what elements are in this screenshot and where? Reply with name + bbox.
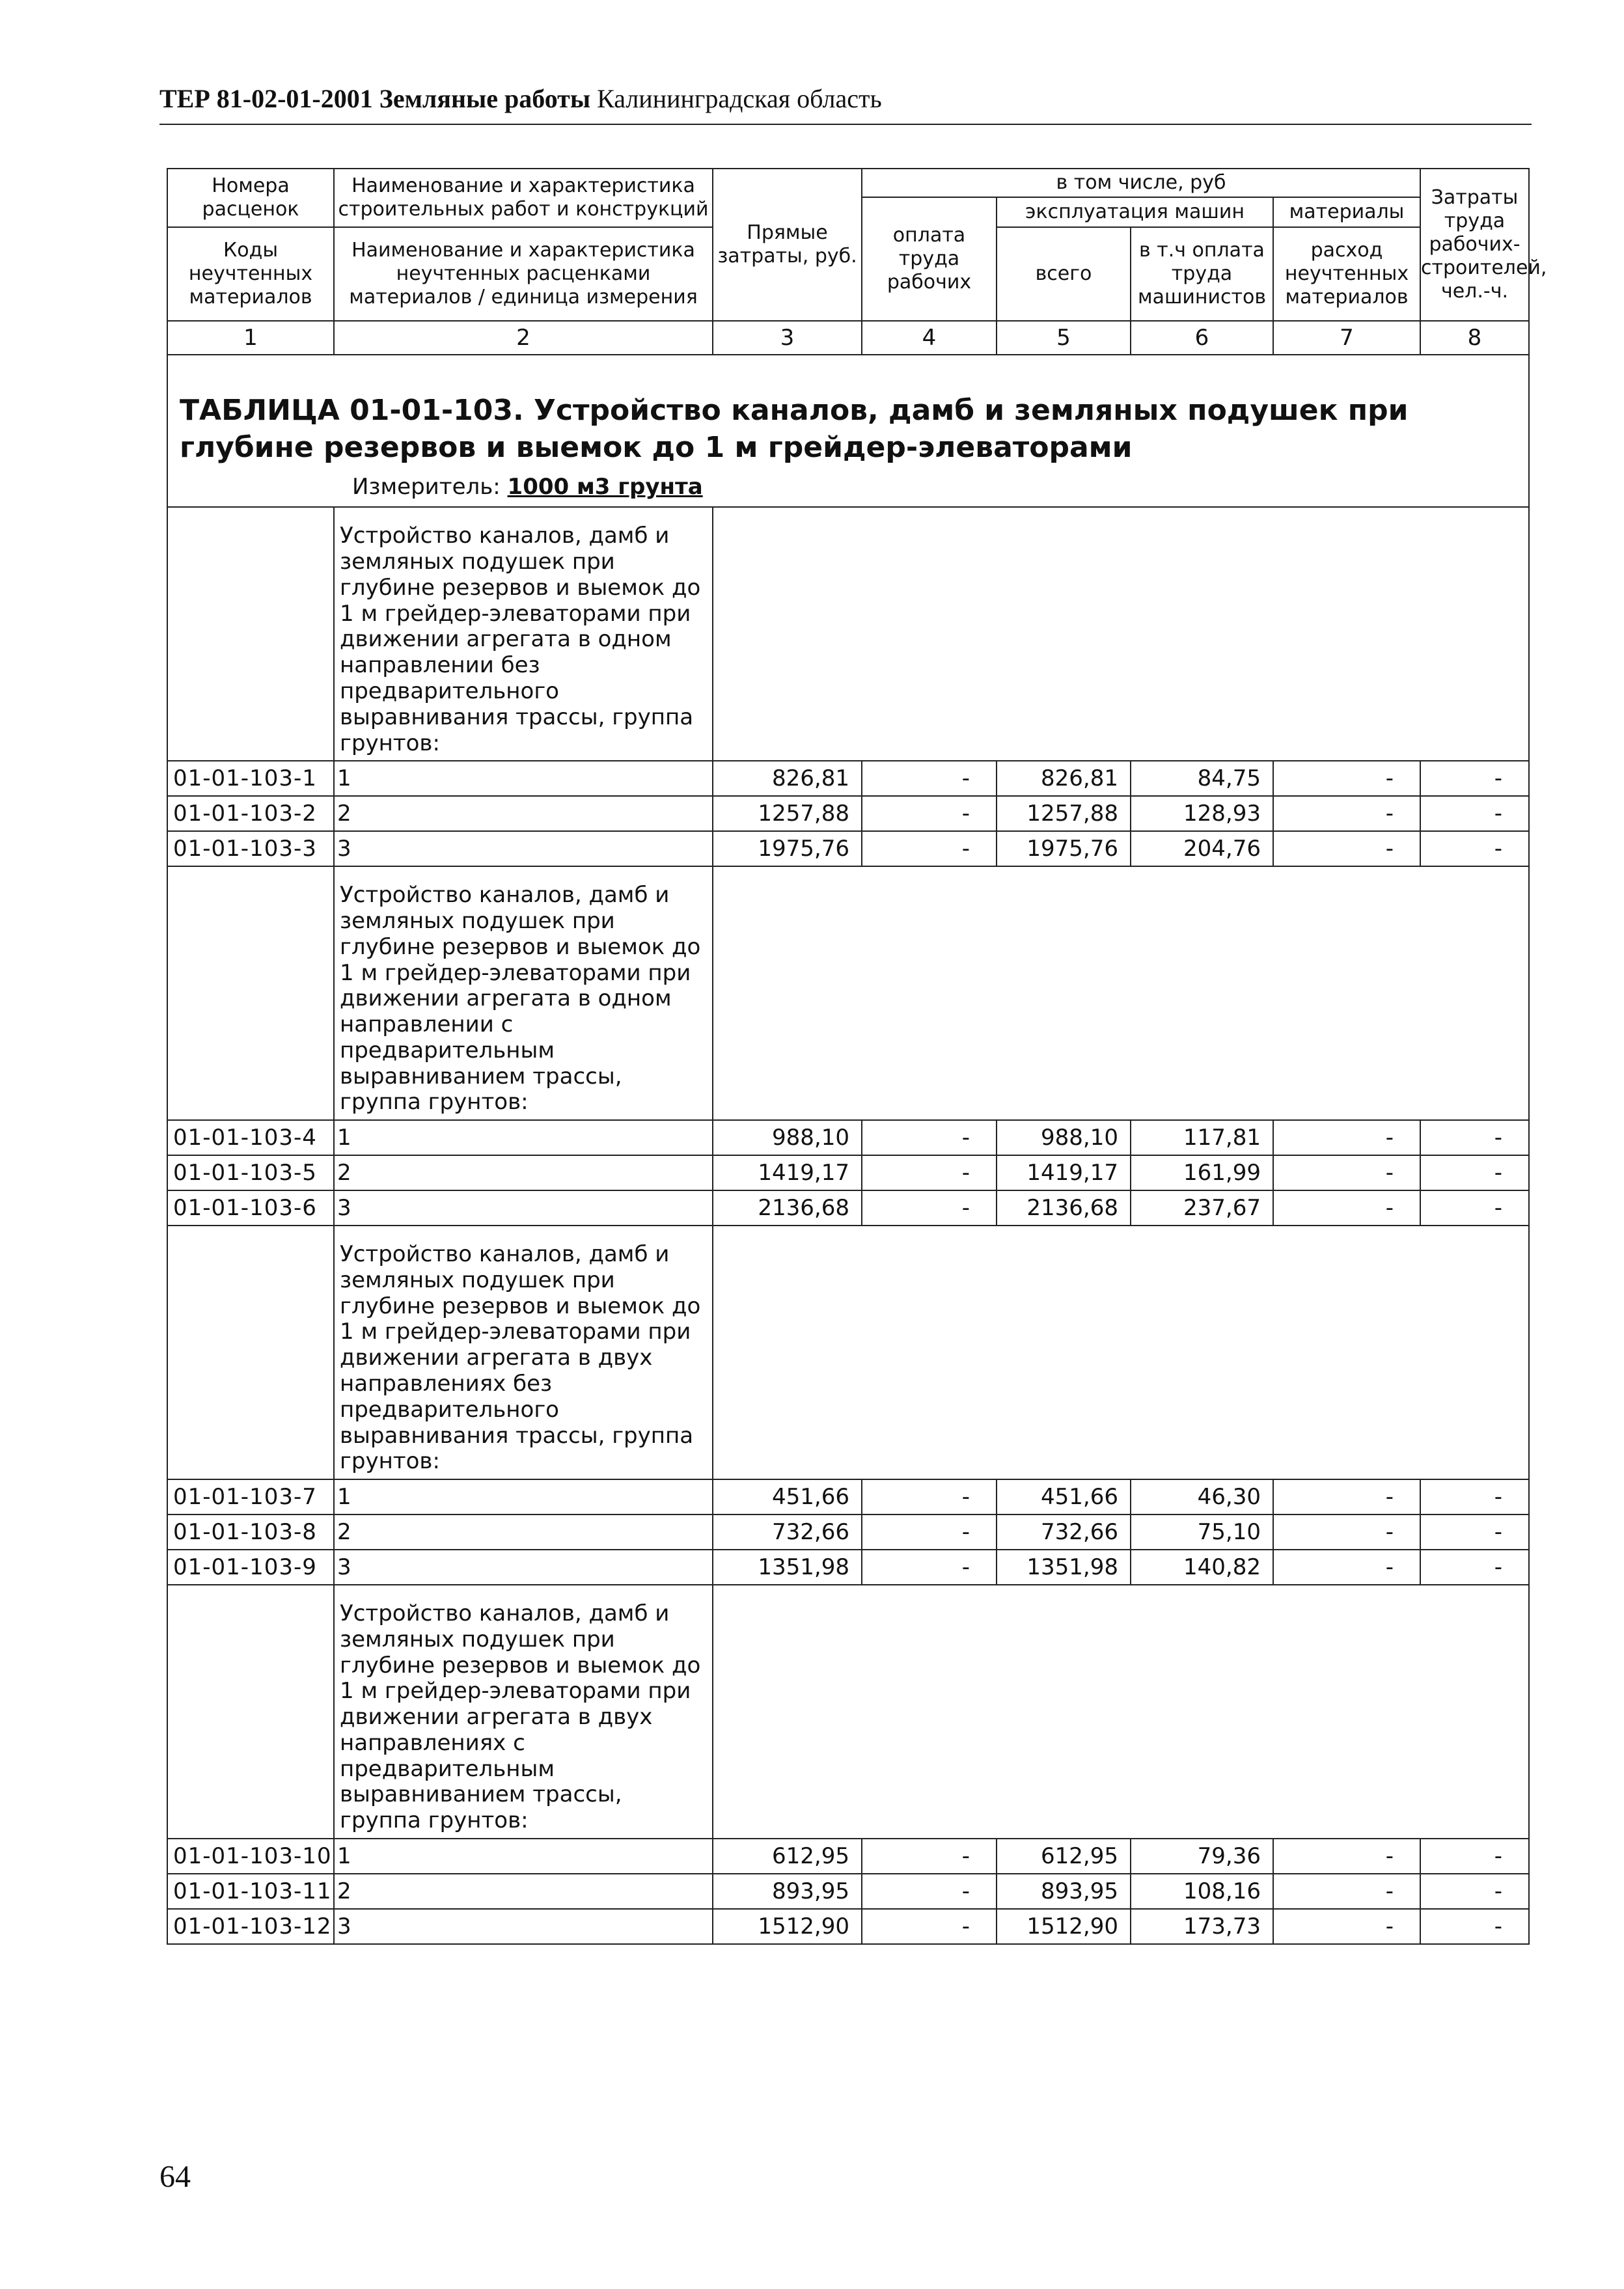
machinists-pay: 128,93	[1131, 796, 1273, 831]
soil-group: 1	[334, 1120, 713, 1155]
material-usage: -	[1273, 1550, 1420, 1585]
machinists-pay: 46,30	[1131, 1479, 1273, 1515]
direct-costs: 1975,76	[713, 831, 862, 866]
material-usage: -	[1273, 1479, 1420, 1515]
doc-region: Калининградская область	[597, 84, 882, 113]
direct-costs: 826,81	[713, 761, 862, 796]
machines-total: 826,81	[997, 761, 1131, 796]
worker-pay: -	[862, 831, 997, 866]
worker-pay: -	[862, 1839, 997, 1874]
machines-total: 612,95	[997, 1839, 1131, 1874]
rate-code: 01-01-103-5	[167, 1155, 334, 1190]
worker-pay: -	[862, 1479, 997, 1515]
soil-group: 1	[334, 1839, 713, 1874]
machinists-pay: 117,81	[1131, 1120, 1273, 1155]
header-machinists-pay: в т.ч оплата труда машинистов	[1131, 227, 1273, 321]
soil-group: 1	[334, 761, 713, 796]
labor-hours: -	[1420, 796, 1529, 831]
direct-costs: 1419,17	[713, 1155, 862, 1190]
machines-total: 988,10	[997, 1120, 1131, 1155]
header-labor-hours: Затраты труда рабочих-строителей, чел.-ч.	[1420, 169, 1529, 321]
table-row	[167, 1874, 1529, 1909]
worker-pay: -	[862, 1155, 997, 1190]
material-usage: -	[1273, 1839, 1420, 1874]
table-row	[167, 1909, 1529, 1944]
machinists-pay: 173,73	[1131, 1909, 1273, 1944]
worker-pay: -	[862, 761, 997, 796]
header-rate-numbers: Номера расценок	[167, 169, 334, 227]
material-usage: -	[1273, 796, 1420, 831]
soil-group: 3	[334, 1190, 713, 1226]
labor-hours: -	[1420, 761, 1529, 796]
column-number: 8	[1420, 321, 1529, 355]
machines-total: 1351,98	[997, 1550, 1131, 1585]
direct-costs: 1257,88	[713, 796, 862, 831]
header-including: в том числе, руб	[862, 169, 1420, 197]
material-usage: -	[1273, 1155, 1420, 1190]
column-number: 2	[334, 321, 713, 355]
direct-costs: 2136,68	[713, 1190, 862, 1226]
section-description: Устройство каналов, дамб и земляных подушек при глубине резервов и выемок до 1 м грейдер-элеваторами при движении агрегата в одном направлении с предварительным выравниванием трассы, группа грунтов:	[334, 866, 713, 1120]
soil-group: 2	[334, 796, 713, 831]
column-number: 1	[167, 321, 334, 355]
soil-group: 3	[334, 1909, 713, 1944]
machinists-pay: 75,10	[1131, 1515, 1273, 1550]
header-materials: материалы	[1273, 197, 1420, 227]
soil-group: 3	[334, 831, 713, 866]
table-row	[167, 1479, 1529, 1515]
labor-hours: -	[1420, 1515, 1529, 1550]
table-row	[167, 831, 1529, 866]
header-machines-total: всего	[997, 227, 1131, 321]
labor-hours: -	[1420, 1839, 1529, 1874]
section-description: Устройство каналов, дамб и земляных подушек при глубине резервов и выемок до 1 м грейдер-элеваторами при движении агрегата в одном направлении без предварительного выравнивания трассы, группа грунтов:	[334, 507, 713, 761]
machines-total: 2136,68	[997, 1190, 1131, 1226]
measure-unit-label: Измеритель:	[352, 474, 501, 500]
direct-costs: 1351,98	[713, 1550, 862, 1585]
rate-code: 01-01-103-2	[167, 796, 334, 831]
machines-total: 893,95	[997, 1874, 1131, 1909]
table-row	[167, 1839, 1529, 1874]
machinists-pay: 140,82	[1131, 1550, 1273, 1585]
measure-unit-value: 1000 м3 грунта	[507, 474, 703, 500]
machines-total: 1257,88	[997, 796, 1131, 831]
rate-code: 01-01-103-11	[167, 1874, 334, 1909]
column-number: 7	[1273, 321, 1420, 355]
material-usage: -	[1273, 1120, 1420, 1155]
direct-costs: 612,95	[713, 1839, 862, 1874]
header-material-names: Наименование и характеристика неучтенных расценками материалов / единица измерения	[334, 227, 713, 321]
table-row	[167, 1120, 1529, 1155]
machinists-pay: 108,16	[1131, 1874, 1273, 1909]
worker-pay: -	[862, 796, 997, 831]
table-row	[167, 796, 1529, 831]
header-machines: эксплуатация машин	[997, 197, 1273, 227]
labor-hours: -	[1420, 1909, 1529, 1944]
rate-code: 01-01-103-3	[167, 831, 334, 866]
worker-pay: -	[862, 1909, 997, 1944]
rate-code: 01-01-103-8	[167, 1515, 334, 1550]
soil-group: 2	[334, 1515, 713, 1550]
soil-group: 2	[334, 1155, 713, 1190]
soil-group: 1	[334, 1479, 713, 1515]
section-description-row	[167, 1585, 1529, 1839]
column-number: 3	[713, 321, 862, 355]
section-description: Устройство каналов, дамб и земляных подушек при глубине резервов и выемок до 1 м грейдер-элеваторами при движении агрегата в двух направлениях с предварительным выравниванием трассы, группа грунтов:	[334, 1585, 713, 1839]
rate-code: 01-01-103-12	[167, 1909, 334, 1944]
direct-costs: 732,66	[713, 1515, 862, 1550]
soil-group: 2	[334, 1874, 713, 1909]
table-row	[167, 1155, 1529, 1190]
labor-hours: -	[1420, 1874, 1529, 1909]
direct-costs: 893,95	[713, 1874, 862, 1909]
labor-hours: -	[1420, 1479, 1529, 1515]
rate-code: 01-01-103-6	[167, 1190, 334, 1226]
header-material-codes: Коды неучтенных материалов	[167, 227, 334, 321]
rate-code: 01-01-103-10	[167, 1839, 334, 1874]
direct-costs: 1512,90	[713, 1909, 862, 1944]
table-row	[167, 761, 1529, 796]
column-number: 6	[1131, 321, 1273, 355]
labor-hours: -	[1420, 831, 1529, 866]
header-work-name: Наименование и характеристика строительных работ и конструкций	[334, 169, 713, 227]
worker-pay: -	[862, 1120, 997, 1155]
machinists-pay: 161,99	[1131, 1155, 1273, 1190]
soil-group: 3	[334, 1550, 713, 1585]
table-row	[167, 1515, 1529, 1550]
rate-code: 01-01-103-7	[167, 1479, 334, 1515]
machines-total: 1512,90	[997, 1909, 1131, 1944]
section-description-row	[167, 866, 1529, 1120]
labor-hours: -	[1420, 1155, 1529, 1190]
labor-hours: -	[1420, 1190, 1529, 1226]
measure-unit	[352, 474, 1528, 500]
header-direct-costs: Прямые затраты, руб.	[713, 169, 862, 321]
section-description: Устройство каналов, дамб и земляных подушек при глубине резервов и выемок до 1 м грейдер-элеваторами при движении агрегата в двух направлениях без предварительного выравнивания трассы, группа грунтов:	[334, 1226, 713, 1479]
material-usage: -	[1273, 831, 1420, 866]
column-numbers-row	[167, 321, 1529, 355]
header-material-usage: расход неучтенных материалов	[1273, 227, 1420, 321]
running-header	[159, 83, 882, 114]
material-usage: -	[1273, 1874, 1420, 1909]
rates-table	[167, 168, 1547, 1945]
section-description-row	[167, 1226, 1529, 1479]
table-title-row	[167, 355, 1529, 507]
header-rule	[159, 124, 1532, 125]
machinists-pay: 237,67	[1131, 1190, 1273, 1226]
table-row	[167, 1190, 1529, 1226]
machines-total: 732,66	[997, 1515, 1131, 1550]
header-worker-pay: оплата труда рабочих	[862, 197, 997, 321]
direct-costs: 988,10	[713, 1120, 862, 1155]
labor-hours: -	[1420, 1120, 1529, 1155]
machinists-pay: 84,75	[1131, 761, 1273, 796]
worker-pay: -	[862, 1190, 997, 1226]
labor-hours: -	[1420, 1550, 1529, 1585]
material-usage: -	[1273, 1909, 1420, 1944]
material-usage: -	[1273, 1190, 1420, 1226]
machines-total: 1975,76	[997, 831, 1131, 866]
column-number: 5	[997, 321, 1131, 355]
material-usage: -	[1273, 761, 1420, 796]
doc-code: ТЕР 81-02-01-2001	[159, 84, 373, 113]
machines-total: 1419,17	[997, 1155, 1131, 1190]
material-usage: -	[1273, 1515, 1420, 1550]
worker-pay: -	[862, 1515, 997, 1550]
section-description-row	[167, 507, 1529, 761]
rate-code: 01-01-103-9	[167, 1550, 334, 1585]
doc-section: Земляные работы	[379, 84, 591, 113]
direct-costs: 451,66	[713, 1479, 862, 1515]
worker-pay: -	[862, 1874, 997, 1909]
table-title: ТАБЛИЦА 01-01-103. Устройство каналов, дамб и земляных подушек при глубине резервов и выемок до 1 м грейдер-элеваторами	[180, 394, 1409, 465]
page-number: 64	[159, 2159, 191, 2194]
worker-pay: -	[862, 1550, 997, 1585]
machines-total: 451,66	[997, 1479, 1131, 1515]
machinists-pay: 204,76	[1131, 831, 1273, 866]
rate-code: 01-01-103-4	[167, 1120, 334, 1155]
table-row	[167, 1550, 1529, 1585]
rate-code: 01-01-103-1	[167, 761, 334, 796]
column-number: 4	[862, 321, 997, 355]
machinists-pay: 79,36	[1131, 1839, 1273, 1874]
